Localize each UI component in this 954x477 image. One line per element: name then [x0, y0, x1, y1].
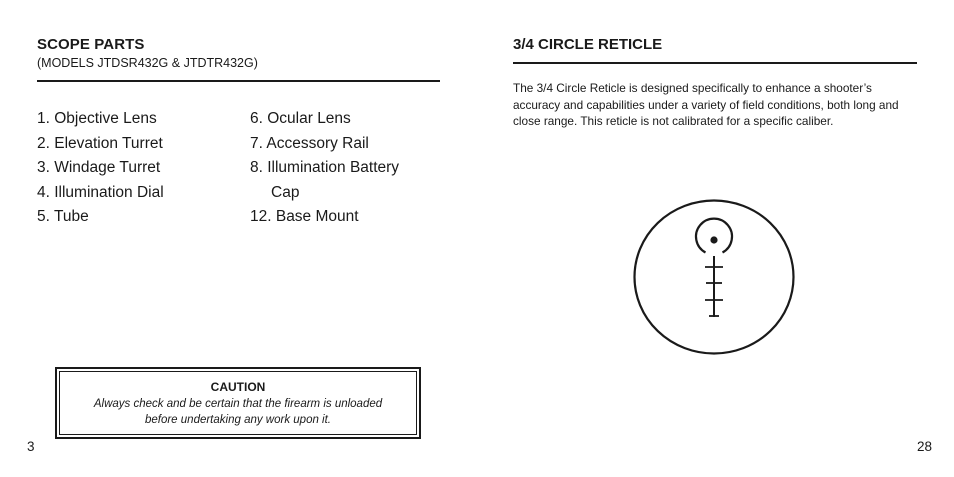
list-item: 2. Elevation Turret	[37, 134, 163, 152]
page-number: 28	[917, 439, 933, 454]
list-item: 1. Objective Lens	[37, 110, 157, 127]
reticle-3-4-circle-icon	[633, 199, 795, 355]
list-item: 3. Windage Turret	[37, 159, 161, 176]
list-item-continuation-text: Cap	[271, 183, 300, 201]
parts-list-column-2	[250, 107, 450, 230]
list-item: 5. Tube	[37, 208, 89, 225]
caution-title: CAUTION	[210, 380, 266, 394]
list-item: 8. Illumination Battery	[250, 159, 400, 176]
page-number: 3	[27, 439, 35, 454]
section-divider	[37, 80, 440, 82]
caution-text: Always check and be certain that the firearm is unloaded before undertaking any work upon it.	[93, 398, 383, 426]
section-title: SCOPE PARTS	[37, 36, 145, 53]
section-subtitle: (MODELS JTDSR432G & JTDTR432G)	[37, 56, 258, 70]
list-item: 12. Base Mount	[250, 208, 359, 225]
list-item: 4. Illumination Dial	[37, 183, 164, 201]
caution-box-inner	[59, 371, 417, 435]
caution-box	[55, 367, 421, 439]
parts-list-column-1	[37, 107, 164, 230]
section-divider	[513, 62, 917, 64]
list-item-continuation	[250, 181, 450, 206]
list-item: 7. Accessory Rail	[250, 134, 369, 152]
section-title: 3/4 CIRCLE RETICLE	[513, 36, 663, 53]
right-page	[477, 0, 954, 477]
description-paragraph: The 3/4 Circle Reticle is designed specifically to enhance a shooter’s accuracy and capabilities under a variety of field conditions, both long and close range. This reticle is not calibrated for a specific caliber.	[513, 81, 899, 128]
list-item: 6. Ocular Lens	[250, 110, 351, 127]
